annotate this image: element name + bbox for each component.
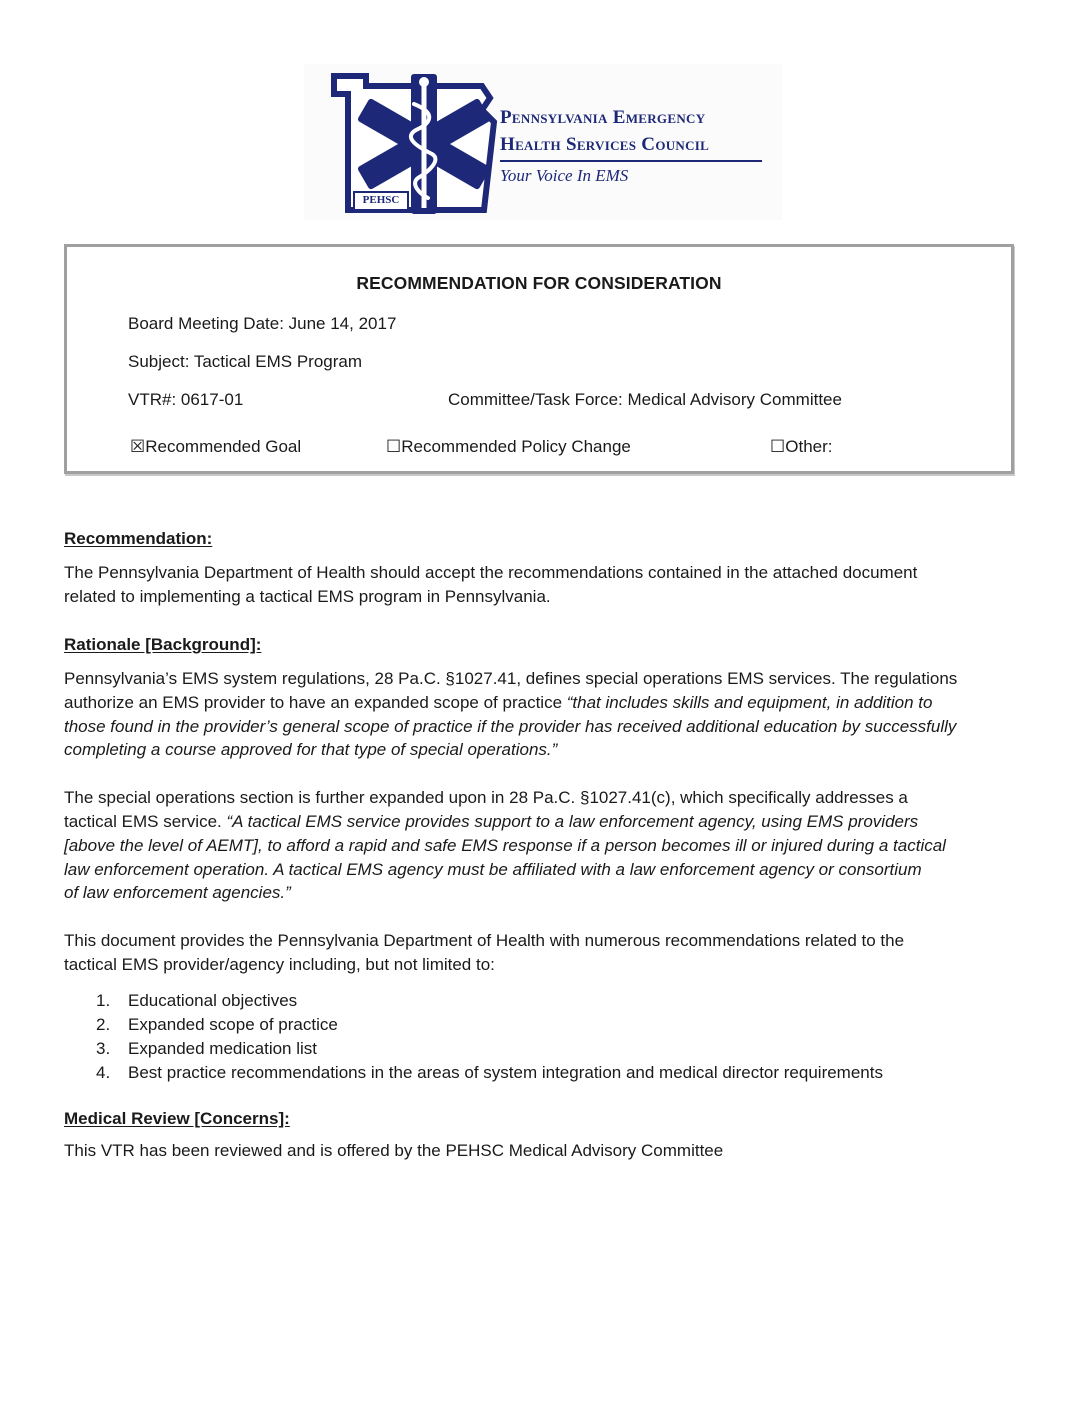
checkbox-label: Recommended Policy Change bbox=[401, 437, 631, 456]
text-line bbox=[64, 858, 1024, 882]
quoted-text: “that includes skills and equipment, in addition to bbox=[566, 692, 933, 712]
checkbox-other[interactable] bbox=[770, 437, 833, 457]
logo-line-2: Health Services Council bbox=[500, 134, 710, 155]
text-line bbox=[64, 738, 1024, 762]
logo-line-1: Pennsylvania Emergency bbox=[500, 107, 706, 128]
text-line bbox=[64, 834, 1024, 858]
form-title: RECOMMENDATION FOR CONSIDERATION bbox=[356, 273, 722, 293]
checkbox-checked-icon: ☒ bbox=[130, 437, 146, 456]
text-line bbox=[64, 810, 1024, 834]
rationale-heading: Rationale [Background]: bbox=[64, 635, 262, 654]
quoted-text: “A tactical EMS service provides support to a law enforcement agency, using EMS providers bbox=[226, 811, 919, 831]
text-line: The special operations section is further expanded upon in 28 Pa.C. §1027.41(c), which specifically addresses a bbox=[64, 788, 908, 808]
list-text: Expanded medication list bbox=[128, 1038, 318, 1058]
list-item bbox=[64, 989, 1024, 1013]
list-number: 4. bbox=[96, 1062, 111, 1082]
recommendations-list bbox=[64, 989, 1024, 1085]
medical-review-heading: Medical Review [Concerns]: bbox=[64, 1109, 290, 1128]
plain-text: tactical EMS service. bbox=[64, 811, 227, 831]
list-text: Educational objectives bbox=[128, 990, 298, 1010]
text-line: The Pennsylvania Department of Health should accept the recommendations contained in the attached document bbox=[64, 563, 918, 582]
quoted-text: law enforcement operation. A tactical EMS agency must be affiliated with a law enforcement agency or consortium bbox=[64, 859, 922, 879]
checkbox-policy-change[interactable] bbox=[386, 437, 631, 457]
list-text: Expanded scope of practice bbox=[128, 1014, 338, 1034]
subject-field: Subject: Tactical EMS Program bbox=[128, 352, 362, 371]
badge-label: PEHSC bbox=[362, 194, 400, 206]
plain-text: authorize an EMS provider to have an expanded scope of practice bbox=[64, 692, 567, 712]
text-line: This document provides the Pennsylvania Department of Health with numerous recommendations related to the bbox=[64, 931, 905, 951]
rationale-paragraph-1 bbox=[64, 667, 1024, 762]
checkbox-empty-icon: ☐ bbox=[386, 437, 402, 456]
quoted-text: [above the level of AEMT], to afford a rapid and safe EMS response if a person becomes ill or injured during a tactical bbox=[64, 835, 946, 855]
pehsc-logo bbox=[304, 64, 782, 220]
quoted-text: of law enforcement agencies.” bbox=[64, 883, 291, 903]
logo-tagline: Your Voice In EMS bbox=[500, 166, 629, 185]
recommendation-form-box bbox=[64, 244, 1014, 474]
text-line: tactical EMS provider/agency including, but not limited to: bbox=[64, 954, 495, 974]
list-item bbox=[64, 1037, 1024, 1061]
list-item bbox=[64, 1013, 1024, 1037]
rationale-paragraph-2 bbox=[64, 786, 1024, 905]
list-number: 1. bbox=[96, 990, 111, 1010]
medical-review-text: This VTR has been reviewed and is offered by the PEHSC Medical Advisory Committee bbox=[64, 1141, 724, 1160]
text-line: Pennsylvania’s EMS system regulations, 28 Pa.C. §1027.41, defines special operations EMS services. The regulations bbox=[64, 669, 958, 688]
checkbox-label: Other: bbox=[785, 437, 833, 456]
committee-field: Committee/Task Force: Medical Advisory Committee bbox=[448, 390, 842, 409]
list-text: Best practice recommendations in the areas of system integration and medical director requirements bbox=[128, 1062, 883, 1082]
recommendation-section bbox=[64, 529, 1024, 609]
recommendation-text bbox=[64, 561, 1024, 609]
text-line bbox=[64, 715, 1024, 739]
quoted-text: those found in the provider’s general scope of practice if the provider has received additional education by successfully bbox=[64, 716, 957, 736]
rationale-section bbox=[64, 635, 1024, 1085]
list-item bbox=[64, 1061, 1024, 1085]
checkbox-empty-icon: ☐ bbox=[770, 437, 786, 456]
recommendation-heading: Recommendation: bbox=[64, 529, 213, 548]
list-number: 3. bbox=[96, 1038, 111, 1058]
board-meeting-date: Board Meeting Date: June 14, 2017 bbox=[128, 314, 397, 333]
rationale-paragraph-3 bbox=[64, 929, 1024, 977]
vtr-number: VTR#: 0617-01 bbox=[128, 390, 244, 409]
text-line bbox=[64, 881, 1024, 905]
checkbox-recommended-goal[interactable] bbox=[130, 437, 301, 457]
text-line bbox=[64, 691, 1024, 715]
logo-rule bbox=[500, 160, 762, 162]
logo-wordmark bbox=[500, 104, 762, 187]
quoted-text: completing a course approved for that type of special operations.” bbox=[64, 740, 558, 760]
medical-review-section bbox=[64, 1109, 1024, 1163]
text-line: related to implementing a tactical EMS program in Pennsylvania. bbox=[64, 586, 551, 606]
list-number: 2. bbox=[96, 1014, 111, 1034]
checkbox-label: Recommended Goal bbox=[145, 437, 302, 456]
